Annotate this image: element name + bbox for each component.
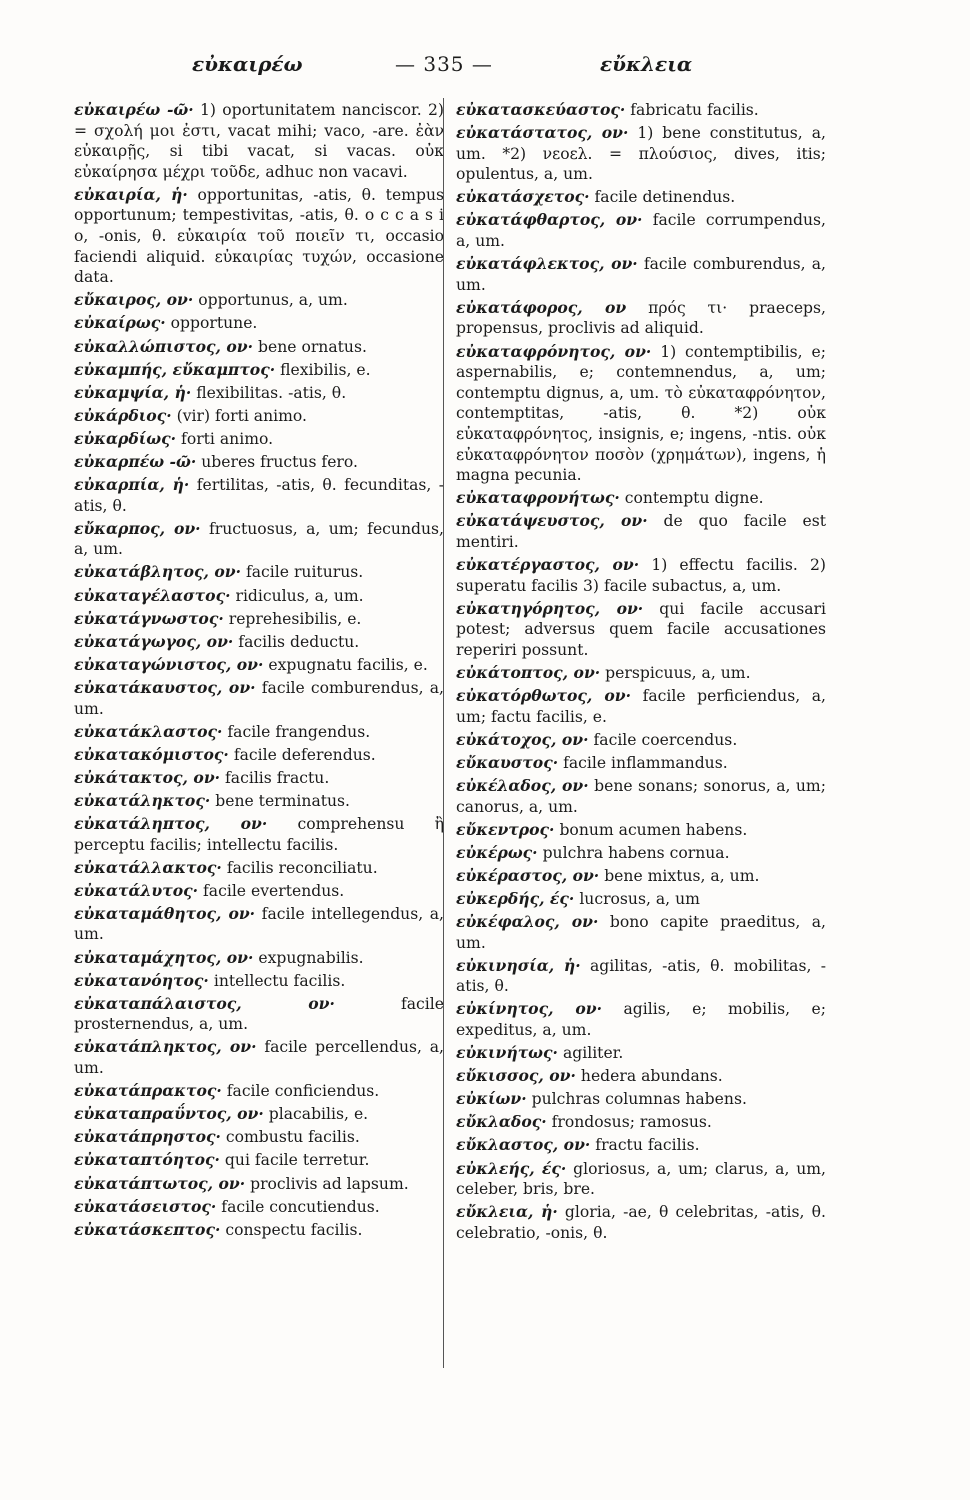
headword: εὐκατάψευστος, ον·: [456, 511, 648, 531]
definition: gloriosus, a, um; clarus, a, um, celeber, bris, bre.: [456, 1159, 826, 1199]
dictionary-entry: [456, 1089, 826, 1110]
definition: fractu facilis.: [595, 1136, 700, 1155]
dictionary-entry: [74, 586, 444, 607]
definition: fertilitas, -atis, θ. fecunditas, -atis, θ.: [74, 476, 444, 515]
definition: lucrosus, a, um: [579, 889, 700, 908]
dictionary-entry: [456, 1159, 826, 1200]
headword: εὐκατάβλητος, ον·: [74, 562, 242, 582]
definition: opportune.: [170, 314, 258, 333]
definition: pulchras columnas habens.: [531, 1090, 747, 1109]
definition: flexibilis, e.: [280, 360, 371, 379]
headword: εὐκαρπία, ἡ·: [74, 475, 190, 495]
headword: εὐκατάφθαρτος, ον·: [456, 210, 643, 230]
dictionary-entry: [456, 1066, 826, 1087]
headword: εὐκατανόητος·: [74, 970, 209, 990]
dictionary-entry: [74, 452, 444, 473]
headword: εὐκαρπέω -ῶ·: [74, 452, 197, 471]
definition: perspicuus, a, um.: [605, 663, 751, 682]
dictionary-entry: [456, 342, 826, 486]
headword: εὔκλεια, ἡ·: [456, 1202, 558, 1222]
headword: εὐκατάστατος, ον·: [456, 123, 629, 143]
dictionary-entry: [456, 488, 826, 509]
dictionary-entry: [74, 360, 444, 381]
right-column: [456, 100, 826, 1246]
dictionary-entry: [74, 632, 444, 653]
dictionary-entry: [74, 290, 444, 311]
headword: εὐκατάγωγος, ον·: [74, 631, 234, 651]
definition: bene terminatus.: [215, 791, 351, 810]
definition: forti animo.: [181, 429, 274, 448]
dictionary-entry: [456, 1135, 826, 1156]
headword: εὐκαταπραΰντος, ον·: [74, 1104, 264, 1124]
headword: εὐκατάκαυστος, ον·: [74, 677, 256, 697]
headword: εὐκάτοχος, ον·: [456, 729, 589, 749]
headword: εὔκεντρος·: [456, 819, 555, 839]
headword: εὐκέρως·: [456, 842, 538, 862]
dictionary-entry: [74, 406, 444, 427]
definition: contemptu digne.: [624, 489, 764, 508]
headword: εὐκινήτως·: [456, 1043, 558, 1063]
dictionary-entry: [456, 730, 826, 751]
dictionary-entry: [74, 1104, 444, 1125]
headword: εὐκαταμάχητος, ον·: [74, 947, 254, 967]
dictionary-entry: [74, 383, 444, 404]
headword: εὐκατασκεύαστος·: [456, 100, 626, 119]
definition: (vir) forti animo.: [176, 406, 307, 425]
dictionary-entry: [74, 475, 444, 516]
definition: facile prosternendus, a, um.: [74, 994, 444, 1034]
dictionary-entry: [74, 519, 444, 560]
left-column: [74, 100, 444, 1243]
headword: εὐκατάπρηστος·: [74, 1127, 221, 1147]
dictionary-entry: [456, 912, 826, 953]
header-last-word: εὔκλεια: [600, 52, 693, 76]
headword: εὐκατάπτωτος, ον·: [74, 1173, 246, 1193]
headword: εὐκατάλυτος·: [74, 880, 199, 900]
dictionary-entry: [456, 956, 826, 997]
definition: 1) bene constitutus, a, um. *2) νεοελ. = πλούσιος, dives, itis; opulentus, a, um.: [456, 124, 826, 184]
headword: εὐκαταγώνιστος, ον·: [74, 654, 264, 674]
definition: reprehesibilis, e.: [228, 609, 362, 628]
definition: agiliter.: [562, 1044, 624, 1063]
definition: agilitas, -atis, θ. mobilitas, -atis, θ.: [456, 956, 827, 996]
headword: εὐκατάληπτος, ον·: [74, 814, 268, 833]
definition: agilis, e; mobilis, e; expeditus, a, um.: [456, 1000, 826, 1039]
dictionary-entry: [456, 776, 826, 817]
definition: hedera abundans.: [580, 1067, 723, 1086]
definition: qui facile accusari potest; adversus quem facile accusationes reperiri possunt.: [456, 599, 826, 659]
dictionary-entry: [74, 1081, 444, 1102]
definition: comprehensu ἢ perceptu facilis; intellectu facilis.: [74, 815, 444, 854]
headword: εὐκατάγνωστος·: [74, 608, 224, 628]
dictionary-entry: [74, 722, 444, 743]
dictionary-entry: [74, 1037, 444, 1078]
headword: εὐκαλλώπιστος, ον·: [74, 336, 254, 356]
headword: εὐκαταπτόητος·: [74, 1150, 220, 1170]
headword: εὐκέφαλος, ον·: [456, 911, 599, 931]
headword: εὐκάτοπτος, ον·: [456, 662, 601, 682]
definition: facilis deductu.: [238, 632, 360, 651]
headword: εὐκατάσχετος·: [456, 187, 590, 207]
headword: εὔκαυστος·: [456, 752, 559, 772]
definition: facile concutiendus.: [221, 1197, 380, 1216]
headword: εὐκέραστος, ον·: [456, 865, 600, 885]
definition: 1) oportunitatem nanciscor. 2) = σχολή μοι ἐστι, vacat mihi; vaco, -are. ἐὰν εὐκαιρῇς, si tibi vacat, si vacas. οὐκ εὐκαίρησα μέχρι τοῦδε, adhuc non vacavi.: [74, 101, 444, 181]
headword: εὐκατάληκτος·: [74, 790, 211, 810]
definition: facile corrumpendus, a, um.: [456, 211, 826, 251]
headword: εὐκαταπάλαιστος, ον·: [74, 993, 335, 1013]
dictionary-entry: [74, 313, 444, 334]
dictionary-entry: [74, 1174, 444, 1195]
page-number: — 335 —: [395, 52, 493, 76]
definition: gloria, -ae, θ celebritas, -atis, θ. celebratio, -onis, θ.: [456, 1203, 826, 1242]
headword: εὐκατάκλαστος·: [74, 721, 223, 741]
dictionary-entry: [74, 1127, 444, 1148]
headword: εὐκέλαδος, ον·: [456, 775, 589, 795]
dictionary-entry: [456, 820, 826, 841]
definition: facile deferendus.: [233, 745, 376, 764]
definition: facile ruiturus.: [245, 563, 364, 582]
header-first-word: εὐκαιρέω: [192, 52, 303, 76]
headword: εὔκλαστος, ον·: [456, 1135, 591, 1155]
headword: εὐκατάσκεπτος·: [74, 1219, 221, 1239]
headword: εὐκίνητος, ον·: [456, 999, 603, 1019]
headword: εὐκατάσειστος·: [74, 1196, 217, 1216]
definition: intellectu facilis.: [213, 971, 346, 990]
definition: bene sonans; sonorus, a, um; canorus, a, um.: [456, 776, 826, 816]
dictionary-entry: [74, 1220, 444, 1241]
dictionary-entry: [456, 1112, 826, 1133]
dictionary-entry: [456, 1202, 826, 1243]
dictionary-entry: [74, 858, 444, 879]
headword: εὐκατάπρακτος·: [74, 1081, 222, 1101]
headword: εὔκλαδος·: [456, 1112, 547, 1132]
headword: εὐκινησία, ἡ·: [456, 955, 581, 975]
dictionary-entry: [456, 843, 826, 864]
definition: fructuosus, a, um; fecundus, a, um.: [74, 519, 444, 559]
definition: facile coercendus.: [593, 730, 738, 749]
dictionary-entry: [456, 123, 826, 185]
definition: facile evertendus.: [203, 881, 345, 900]
definition: facile detinendus.: [594, 188, 736, 207]
dictionary-entry: [74, 791, 444, 812]
dictionary-entry: [74, 881, 444, 902]
definition: facile perficiendus, a, um; factu facilis, e.: [456, 687, 826, 726]
headword: εὐκαταφρονήτως·: [456, 488, 620, 508]
column-divider: [443, 98, 444, 1368]
definition: expugnabilis.: [258, 948, 364, 967]
headword: εὐκάρδιος·: [74, 405, 172, 425]
definition: facile percellendus, a, um.: [74, 1038, 444, 1078]
dictionary-entry: [74, 1150, 444, 1171]
headword: εὐκαιρία, ἡ·: [74, 184, 188, 204]
definition: 1) contemptibilis, e; aspernabilis, e; contemnendus, a, um; contemptu dignus, a, um. τὸ εὐκαταφρόνητον, contemptitas, -atis, θ. *2) οὐκ εὐκαταφρόνητος, insignis, e; ingens, -ntis. οὐκ εὐκαταφρόνητον ποσὸν (χρημάτων), ingens, ἡ magna pecunia.: [456, 342, 826, 485]
dictionary-entry: [74, 100, 444, 182]
definition: placabilis, e.: [268, 1105, 369, 1124]
dictionary-entry: [74, 185, 444, 288]
definition: qui facile terretur.: [224, 1151, 370, 1170]
dictionary-entry: [74, 609, 444, 630]
dictionary-entry: [74, 768, 444, 789]
headword: εὐκαμπής, εὔκαμπτος·: [74, 359, 276, 379]
dictionary-entry: [456, 254, 826, 295]
headword: εὐκατηγόρητος, ον·: [456, 598, 644, 618]
dictionary-entry: [456, 187, 826, 208]
dictionary-entry: [456, 298, 826, 339]
headword: εὐκατάφορος, ον: [456, 297, 627, 317]
definition: facilis fractu.: [225, 768, 330, 787]
dictionary-entry: [456, 686, 826, 727]
definition: facilis reconciliatu.: [226, 858, 378, 877]
definition: de quo facile est mentiri.: [456, 512, 826, 551]
dictionary-entry: [456, 555, 826, 596]
definition: combustu facilis.: [225, 1128, 360, 1147]
definition: opportunitas, -atis, θ. tempus opportunum; tempestivitas, -atis, θ. o c c a s i o, -onis, θ. εὐκαιρία τοῦ ποιεῖν τι, occasio faciendi aliquid. εὐκαιρίας τυχών, occasione data.: [74, 185, 444, 287]
definition: expugnatu facilis, e.: [268, 655, 428, 674]
definition: πρός τι· praeceps, propensus, proclivis ad aliquid.: [456, 298, 826, 338]
headword: εὐκατακόμιστος·: [74, 744, 229, 764]
headword: εὐκατάπληκτος, ον·: [74, 1037, 257, 1057]
headword: εὐκίων·: [456, 1089, 527, 1109]
dictionary-entry: [74, 971, 444, 992]
dictionary-entry: [74, 948, 444, 969]
definition: facile frangendus.: [227, 722, 371, 741]
headword: εὐκλεής, ές·: [456, 1158, 567, 1178]
definition: facile comburendus, a, um.: [456, 255, 826, 294]
headword: εὔκαρπος, ον·: [74, 518, 201, 538]
headword: εὐκερδής, ές·: [456, 888, 575, 908]
dictionary-entry: [74, 429, 444, 450]
headword: εὐκατάλλακτος·: [74, 857, 222, 877]
dictionary-entry: [74, 337, 444, 358]
definition: frondosus; ramosus.: [551, 1113, 712, 1132]
definition: pulchra habens cornua.: [542, 843, 730, 862]
headword: εὐκαίρως·: [74, 313, 166, 333]
headword: εὐκαταμάθητος, ον·: [74, 903, 256, 923]
definition: flexibilitas. -atis, θ.: [196, 383, 347, 402]
dictionary-entry: [74, 562, 444, 583]
headword: εὐκαμψία, ἡ·: [74, 382, 192, 402]
dictionary-entry: [456, 753, 826, 774]
definition: facile intellegendus, a, um.: [74, 904, 444, 944]
dictionary-entry: [456, 511, 826, 552]
headword: εὔκισσος, ον·: [456, 1066, 576, 1086]
headword: εὐκαρδίως·: [74, 428, 177, 448]
definition: opportunus, a, um.: [198, 291, 348, 310]
headword: εὐκαιρέω -ῶ·: [74, 100, 194, 119]
definition: bono capite praeditus, a, um.: [456, 912, 827, 952]
dictionary-entry: [456, 100, 826, 121]
definition: conspectu facilis.: [225, 1220, 363, 1239]
dictionary-entry: [74, 678, 444, 719]
definition: bonum acumen habens.: [559, 820, 748, 839]
definition: 1) effectu facilis. 2) superatu facilis 3) facile subactus, a, um.: [456, 555, 826, 595]
dictionary-entry: [74, 904, 444, 945]
definition: bene ornatus.: [258, 337, 367, 356]
definition: bene mixtus, a, um.: [604, 866, 760, 885]
headword: εὐκαταφρόνητος, ον·: [456, 341, 652, 361]
dictionary-entry: [74, 1197, 444, 1218]
definition: fabricatu facilis.: [630, 101, 759, 119]
headword: εὐκάτακτος, ον·: [74, 767, 221, 787]
definition: proclivis ad lapsum.: [250, 1174, 409, 1193]
definition: facile conficiendus.: [226, 1082, 380, 1101]
dictionary-entry: [74, 655, 444, 676]
dictionary-entry: [456, 599, 826, 661]
headword: εὐκαταγέλαστος·: [74, 585, 231, 605]
headword: εὐκατόρθωτος, ον·: [456, 686, 631, 706]
headword: εὐκατέργαστος, ον·: [456, 554, 640, 574]
dictionary-entry: [74, 745, 444, 766]
dictionary-entry: [456, 866, 826, 887]
page-header: [0, 52, 970, 82]
definition: facile comburendus, a, um.: [74, 678, 444, 718]
definition: uberes fructus fero.: [201, 453, 358, 471]
definition: facile inflammandus.: [563, 753, 728, 772]
dictionary-entry: [456, 663, 826, 684]
headword: εὐκατάφλεκτος, ον·: [456, 254, 638, 274]
definition: ridiculus, a, um.: [235, 586, 364, 605]
dictionary-entry: [74, 814, 444, 855]
dictionary-entry: [456, 1043, 826, 1064]
dictionary-entry: [456, 889, 826, 910]
dictionary-entry: [74, 994, 444, 1035]
headword: εὔκαιρος, ον·: [74, 290, 194, 310]
dictionary-entry: [456, 210, 826, 251]
dictionary-entry: [456, 999, 826, 1040]
